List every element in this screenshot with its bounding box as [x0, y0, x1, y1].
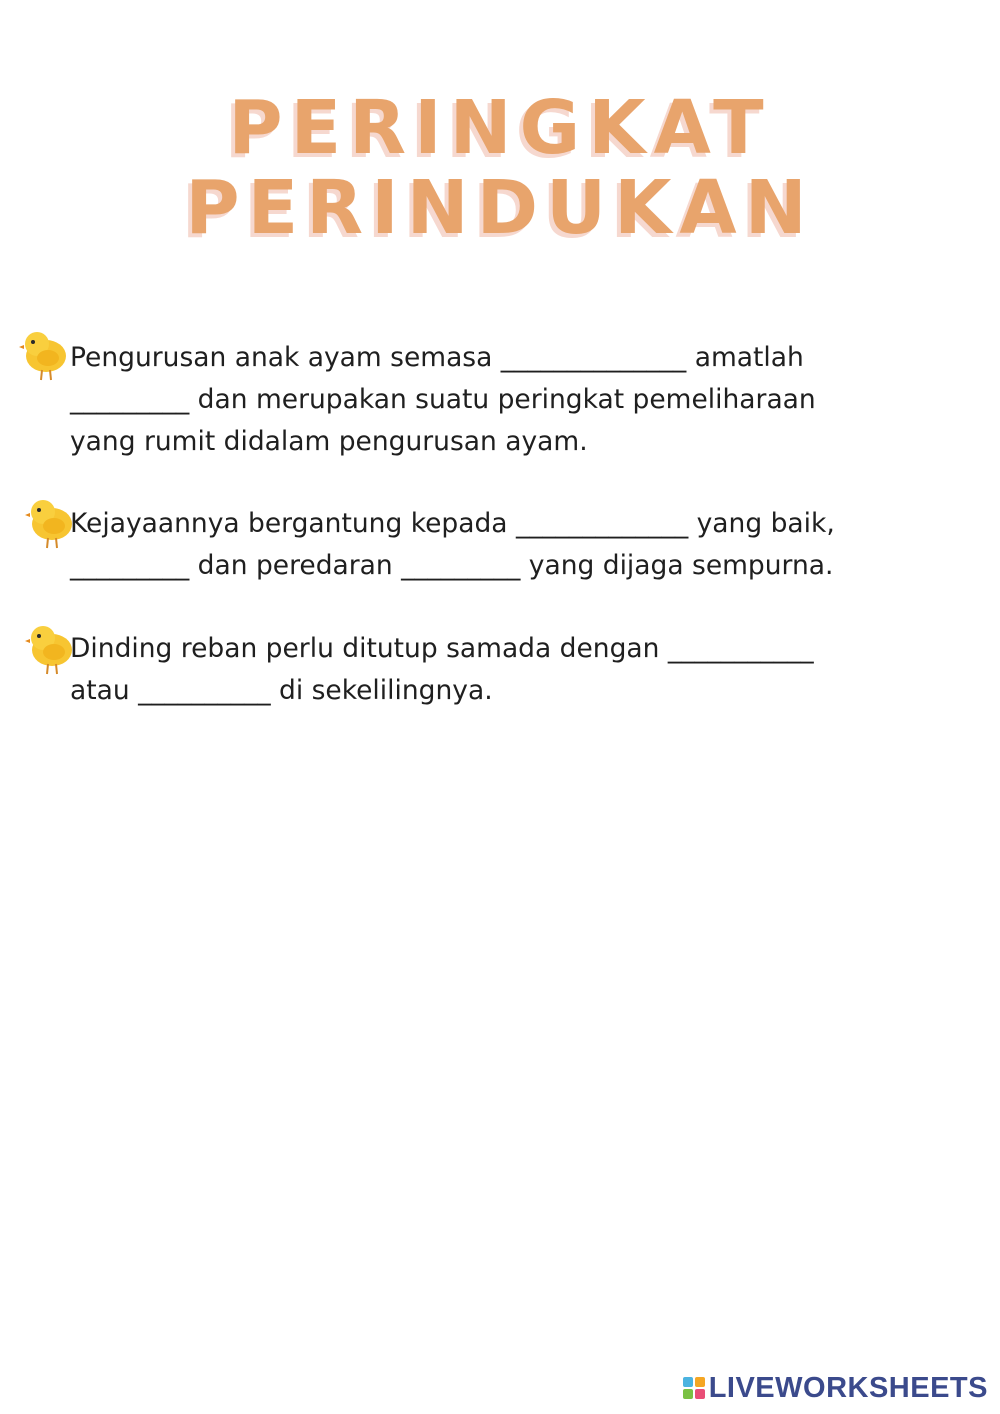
chick-icon [24, 494, 76, 550]
title-line-2: PERINDUKAN [185, 165, 815, 251]
question-3-line-2: atau __________ di sekelilingnya. [70, 675, 493, 706]
chick-icon [24, 620, 76, 676]
question-2-line-2: _________ dan peredaran _________ yang dijaga sempurna. [70, 550, 834, 581]
title-line-1: PERINGKAT [228, 85, 772, 171]
worksheet-title [0, 85, 1000, 251]
question-text-2 [70, 503, 950, 587]
question-1-line-3: yang rumit didalam pengurusan ayam. [70, 426, 588, 457]
chick-icon [18, 326, 70, 382]
question-2-line-1: Kejayaannya bergantung kepada _____________ yang baik, [70, 508, 835, 539]
question-text-3 [70, 628, 950, 712]
brand-name: LIVEWORKSHEETS [708, 1371, 988, 1404]
liveworksheets-logo-icon [683, 1377, 705, 1399]
question-text-1 [70, 337, 950, 463]
liveworksheets-branding[interactable] [683, 1372, 988, 1404]
question-3-line-1: Dinding reban perlu ditutup samada dengan ___________ [70, 633, 814, 664]
question-1-line-2: _________ dan merupakan suatu peringkat pemeliharaan [70, 384, 816, 415]
question-1-line-1: Pengurusan anak ayam semasa ______________ amatlah [70, 342, 804, 373]
